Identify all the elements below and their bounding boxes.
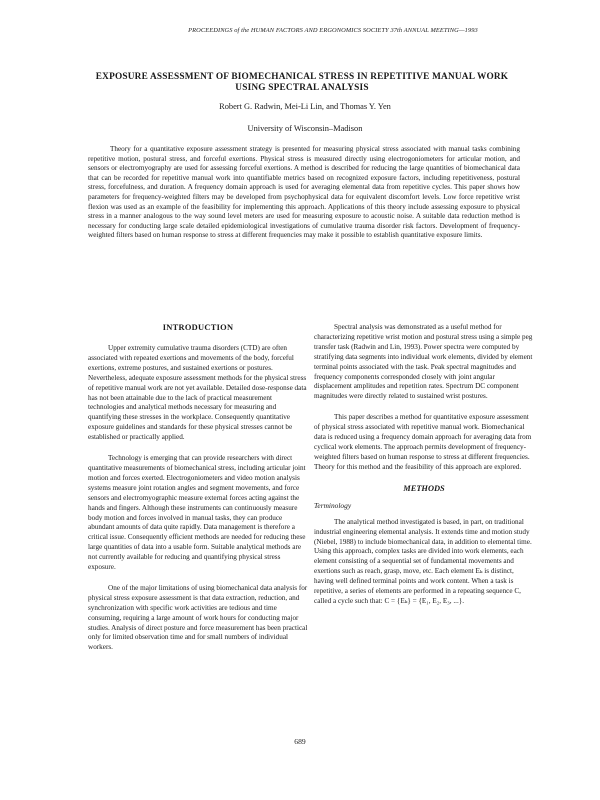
methods-heading: METHODS	[403, 483, 445, 493]
introduction-paragraph: Upper extremity cumulative trauma disorders (CTD) are often associated with repeated exertions and movements of the body, forceful exertions, extreme postures, and sustained exertions or postures. Nevertheless, adequate exposure assessment methods for the physical stress of repetitive manual work are not yet available. Detailed dose-response data has not been attainable due to the lack of practical measurement technologies and analytical methods necessary for measuring and quantifying these stresses in the workplace. Consequently quantitative exposure guidelines and standards for these physical stresses cannot be established or practically applied.	[88, 344, 307, 442]
introduction-paragraph: Technology is emerging that can provide researchers with direct quantitative measurements of biomechanical stress, including articular joint motion and forces exerted. Electrogoniometers and video motion analysis systems measure joint rotation angles and segment movements, and force sensors and electromyographic measure external forces acting against the hands and fingers. Although these instruments can continuously measure body motion and forces involved in manual tasks, they can produce abundant amounts of data quite rapidly. Data management is therefore a critical issue. Consequently efficient methods are needed for reducing these large quantities of data into a usable form. Suitable analytical methods are not currently available for reducing and quantifying physical stress exposure.	[88, 454, 306, 572]
introduction-paragraph: One of the major limitations of using biomechanical data analysis for physical stress exposure assessment is that data extraction, reduction, and synchronization with specific work activities are tedious and time consuming, requiring a large amount of work hours for conducting major studies. Analysis of direct posture and force measurement has been practical only for limited observation time and for small numbers of individual workers.	[88, 583, 308, 652]
abstract: Theory for a quantitative exposure assessment strategy is presented for measuring physical stress associated with manual tasks combining repetitive motion, postural stress, and forceful exertions. Physical stress is measured directly using electrogoniometers for articular motion, and sensors or electromyography are used for assessing forceful exertions. A method is described for reducing the large quantities of biomechanical data that can be recorded for repetitive manual work into quantifiable metrics based on recognized exposure factors, including repetitiveness, postural stress, forcefulness, and duration. A frequency domain approach is used for averaging elemental data from repetitive cycles. This paper shows how parameters for frequency-weighted filters may be developed from psychophysical data for equivalent discomfort levels. Low force repetitive wrist flexion was used as an example of the feasibility for implementing this approach. Applications of this theory include assessing exposure to physical stress in a manner analogous to the way sound level meters are used for measuring exposure to acoustic noise. A suitable data reduction method is necessary for conducting large scale detailed epidemiological investigations of cumulative trauma disorder risk factors. Development of frequency-weighted filters based on human response to stress at different frequencies may make it possible to establish quantitative exposure limits.	[88, 145, 520, 240]
paper-affiliation: University of Wisconsin–Madison	[247, 124, 363, 133]
page-number: 689	[294, 737, 306, 746]
terminology-subheading: Terminology	[314, 500, 352, 510]
right-column	[314, 323, 534, 618]
purpose-paragraph: This paper describes a method for quantitative exposure assessment of physical stress associated with repetitive manual work. Biomechanical data is reduced using a frequency domain approach for averaging data from cyclical work elements. The approach permits development of frequency-weighted filters based on human response to stress at different frequencies. Theory for this method and the feasibility of this approach are explored.	[314, 413, 532, 471]
paper-title: EXPOSURE ASSESSMENT OF BIOMECHANICAL STRESS IN REPETITIVE MANUAL WORK USING SPECTRAL ANALYSIS	[95, 72, 509, 93]
paper-authors: Robert G. Radwin, Mei-Li Lin, and Thomas Y. Yen	[219, 102, 391, 111]
methods-paragraph: The analytical method investigated is based, in part, on traditional industrial engineering elemental analysis. It extends time and motion study (Niebel, 1988) to include biomechanical data, in addition to elemental time. Using this approach, complex tasks are divided into work elements, each element consisting of a sequential set of fundamental movements and exertions such as reach, grasp, move, etc. Each element Eₖ is distinct, having well defined terminal points and work content. When a task is repetitive, a series of elements are performed in a repeating sequence C, called a cycle such that: C = {Eₖ} = {E₁, E₂, E₃, ...}.	[314, 517, 532, 605]
running-head: PROCEEDINGS of the HUMAN FACTORS AND ERGONOMICS SOCIETY 37th ANNUAL MEETING—1993	[188, 27, 478, 34]
introduction-heading: INTRODUCTION	[162, 323, 234, 332]
spectral-paragraph: Spectral analysis was demonstrated as a useful method for characterizing repetitive wrist motion and postural stress using a simple peg transfer task (Radwin and Lin, 1993). Power spectra were computed by stratifying data segments into individual work elements, divided by element terminal points associated with the task. Peak spectral magnitudes and frequency components corresponded closely with joint angular displacement amplitudes and repetition rates. Spectrum DC component magnitudes were directly related to sustained wrist postures.	[314, 323, 533, 401]
left-column	[88, 323, 308, 664]
